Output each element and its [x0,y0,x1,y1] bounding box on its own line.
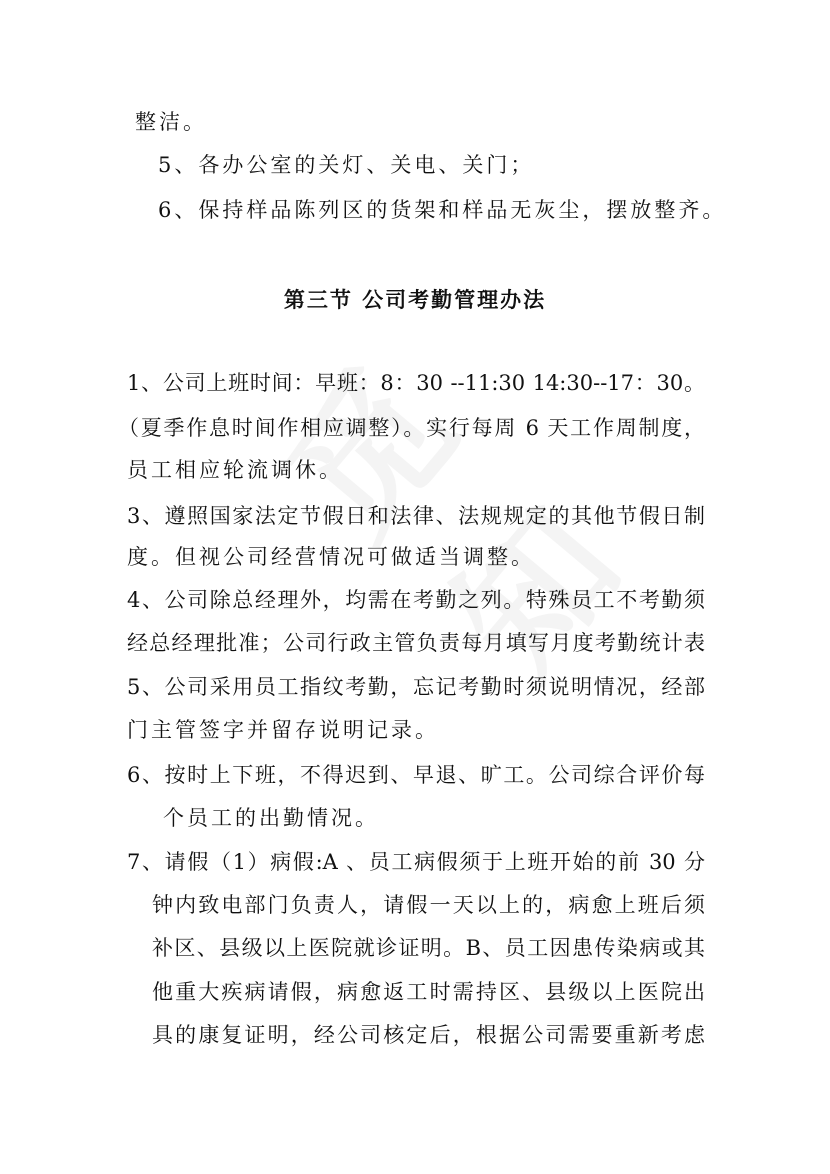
text-line: 整洁。 [135,110,207,134]
text-line: 4、公司除总经理外，均需在考勤之列。特殊员工不考勤须 [127,588,705,612]
text-line: 经总经理批准；公司行政主管负责每月填写月度考勤统计表 [127,631,705,655]
text-line: 具的康复证明，经公司核定后，根据公司需要重新考虑 [152,1023,705,1047]
text-line: 5、各办公室的关灯、关电、关门； [158,153,535,177]
text-line: （夏季作息时间作相应调整）。实行每周 6 天工作周制度， [118,416,705,440]
text-line: 6、按时上下班，不得迟到、早退、旷工。公司综合评价每 [127,763,705,787]
text-line: 个员工的出勤情况。 [163,806,379,830]
text-line: 7、请假（1）病假:A 、员工病假须于上班开始的前 30 分 [127,850,705,874]
text-line: 3、遵照国家法定节假日和法律、法规规定的其他节假日制 [127,504,705,528]
text-line: 门主管签字并留存说明记录。 [127,718,439,742]
text-line: 1、公司上班时间：早班：8：30 --11:30 14:30--17：30。 [127,371,705,395]
text-line: 度。但视公司经营情况可做适当调整。 [127,545,535,569]
text-line: 钟内致电部门负责人，请假一天以上的，病愈上班后须 [152,893,705,917]
text-line: 6、保持样品陈列区的货架和样品无灰尘，摆放整齐。 [158,198,727,222]
section-title: 第三节 公司考勤管理办法 [283,287,547,312]
text-line: 员工相应轮流调休。 [127,458,343,482]
text-line: 5、公司采用员工指纹考勤，忘记考勤时须说明情况，经部 [127,675,705,699]
text-line: 他重大疾病请假，病愈返工时需持区、县级以上医院出 [152,980,705,1004]
text-line: 补区、县级以上医院就诊证明。B、员工因患传染病或其 [152,936,705,960]
